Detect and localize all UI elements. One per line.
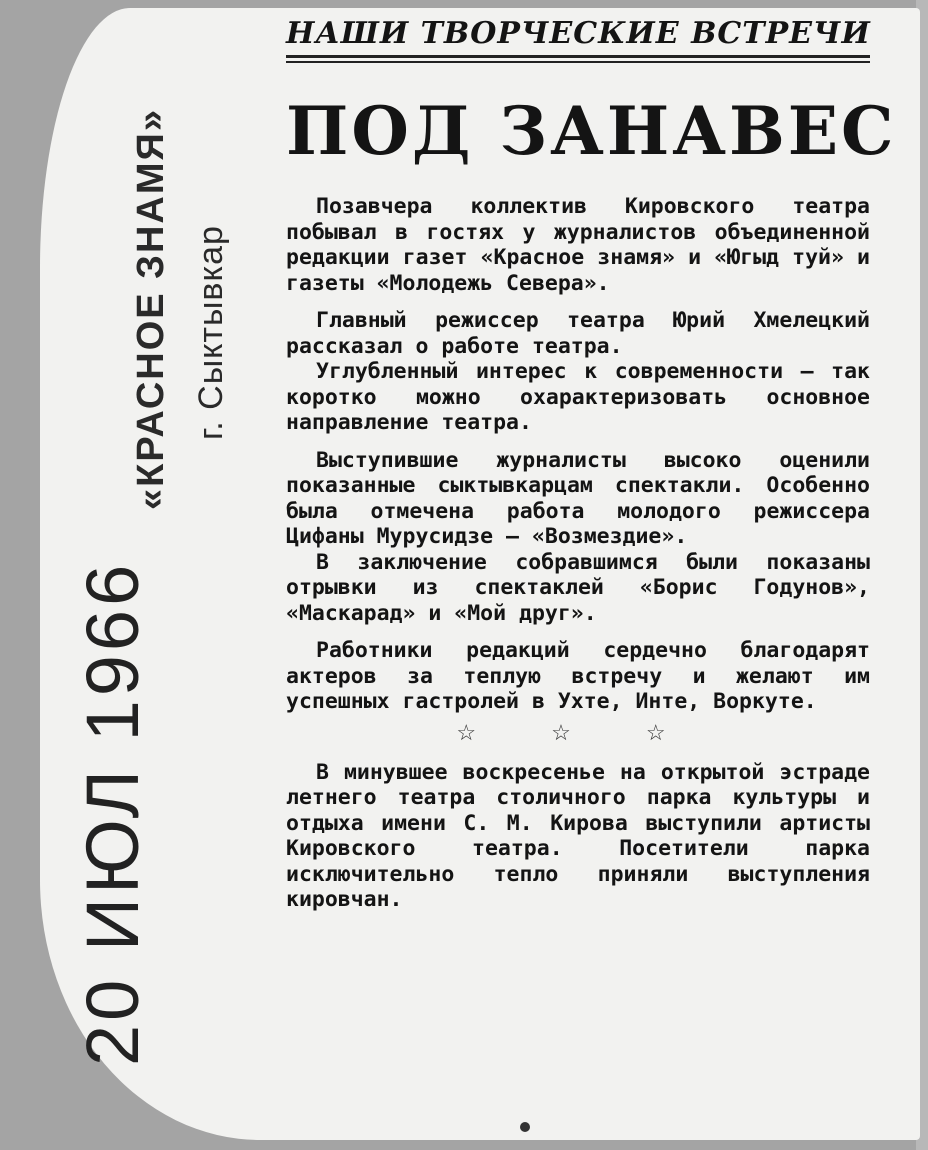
- article-body: [286, 194, 870, 913]
- source-city-stamp: г. Сыктывкар: [192, 225, 230, 440]
- date-stamp: [62, 560, 154, 1070]
- paragraph: Углубленный интерес к современности — так коротко можно охарактеризовать основное направление театра.: [286, 359, 870, 435]
- date-stamp-text: 20 ИЮЛ 1966: [71, 560, 154, 1066]
- paragraph: Позавчера коллектив Кировского театра побывал в гостях у журналистов объединенной редакции газет «Красное знамя» и «Югыд туй» и газеты «Молодежь Севера».: [286, 194, 870, 296]
- section-separator: ☆ ☆ ☆: [456, 720, 700, 746]
- paragraph: Выступившие журналисты высоко оценили показанные сыктывкарцам спектакли. Особенно была отмечена работа молодого режиссера Цифаны Мурусидзе — «Возмездие».: [286, 447, 870, 549]
- paragraph: Главный режиссер театра Юрий Хмелецкий рассказал о работе театра.: [286, 308, 870, 359]
- paragraph: В минувшее воскресенье на открытой эстраде летнего театра столичного парка культуры и отдыха имени С. М. Кирова выступили артисты Кировского театра. Посетители парка исключительно тепло приняли выступления кировчан.: [286, 759, 870, 912]
- source-name-stamp: «КРАСНОЕ ЗНАМЯ»: [130, 108, 172, 510]
- paragraph: Работники редакций сердечно благодарят актеров за теплую встречу и желают им успешных гастролей в Ухте, Инте, Воркуте.: [286, 638, 870, 714]
- ink-spot: [520, 1122, 530, 1132]
- article: [286, 14, 897, 913]
- source-stamp: [68, 90, 238, 510]
- paragraph: В заключение собравшимся были показаны отрывки из спектаклей «Борис Годунов», «Маскарад» и «Мой друг».: [286, 549, 870, 626]
- rubric-heading: НАШИ ТВОРЧЕСКИЕ ВСТРЕЧИ: [286, 14, 870, 58]
- article-headline: ПОД ЗАНАВЕС: [286, 92, 897, 170]
